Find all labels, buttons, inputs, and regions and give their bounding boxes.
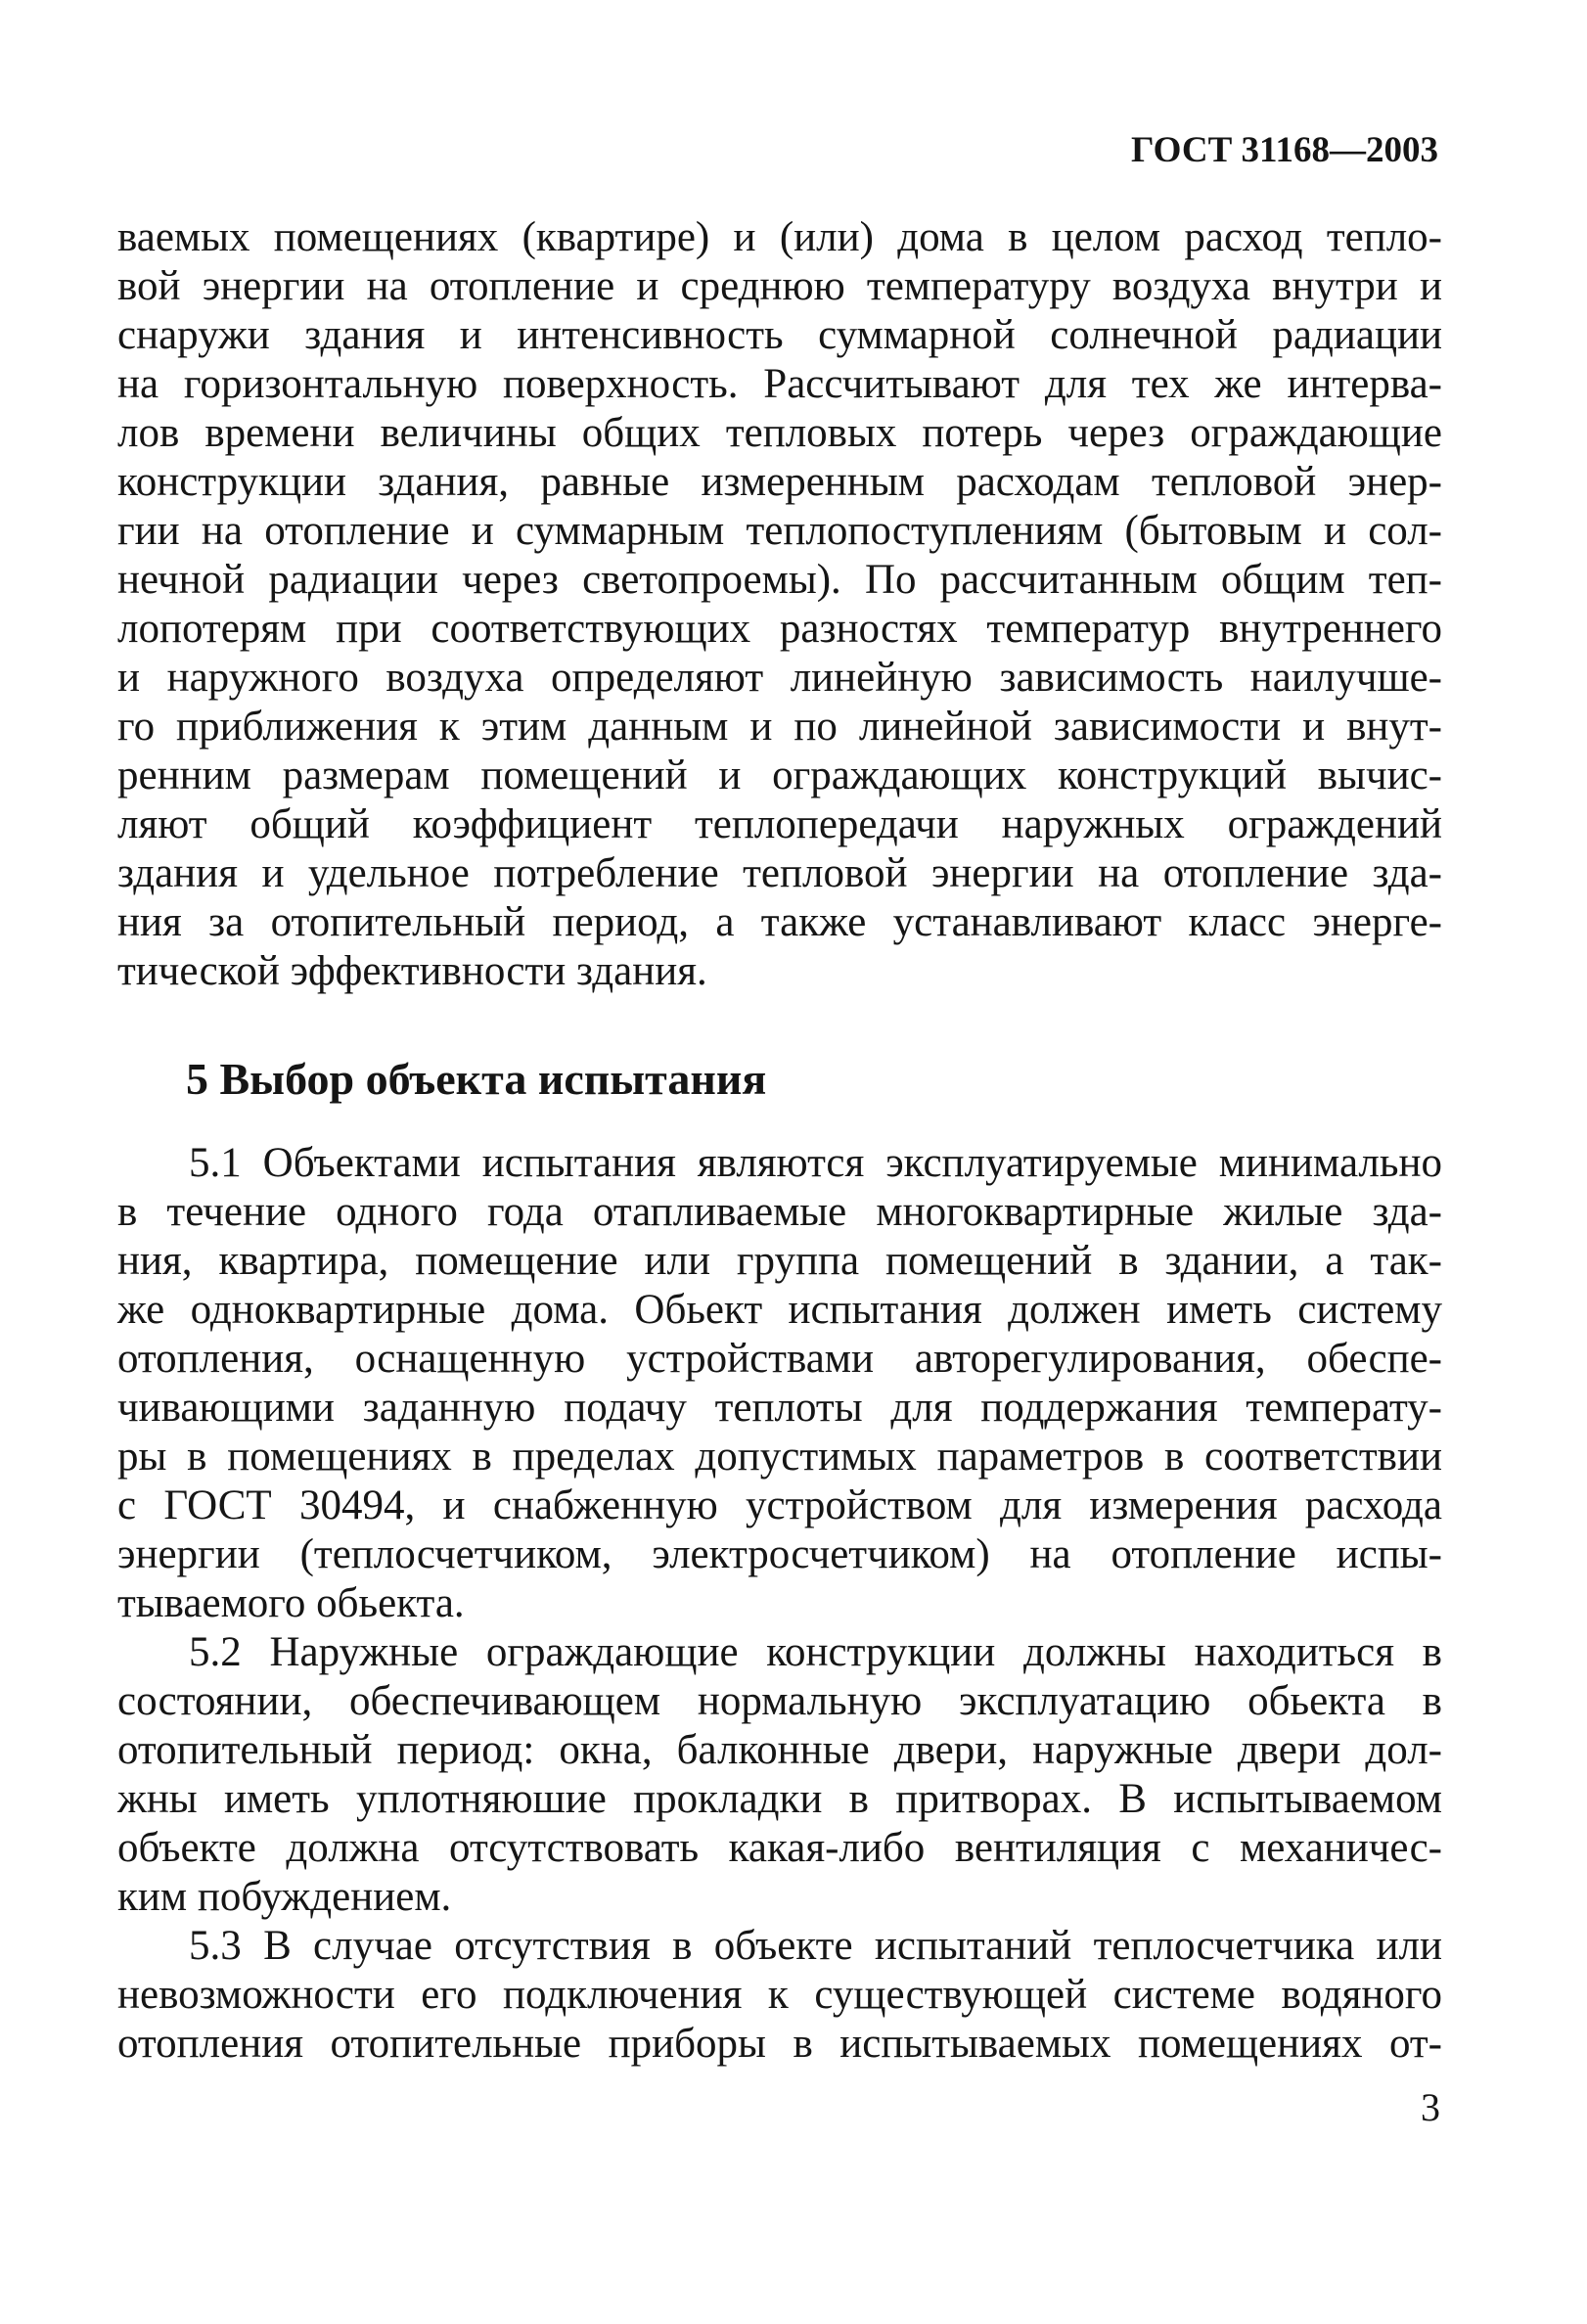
text-line: ким побуждением. [117,1874,452,1920]
text-line: на горизонтальную поверхность. Рассчитывают для тех же интерва- [117,361,1442,407]
text-line: здания и удельное потребление тепловой энергии на отопление зда- [117,850,1442,896]
text-line: и наружного воздуха определяют линейную зависимость наилучше- [117,655,1442,701]
text-line: ния за отопительный период, а также устанавливают класс энерге- [117,899,1442,945]
text-line: отопления отопительные приборы в испытываемых помещениях от- [117,2021,1442,2067]
text-line: нечной радиации через светопроемы). По рассчитанным общим теп- [117,557,1442,603]
text-line: ляют общий коэффициент теплопередачи наружных ограждений [117,801,1442,847]
text-line: конструкции здания, равные измеренным расходам тепловой энер- [117,459,1442,505]
section-heading: 5 Выбор объекта испытания [186,1054,767,1104]
text-line: 5.1 Объектами испытания являются эксплуатируемые минимально [189,1140,1442,1186]
text-line: снаружи здания и интенсивность суммарной солнечной радиации [117,312,1442,358]
paragraph-5-2 [117,1628,1442,1922]
text-line: в течение одного года отапливаемые многоквартирные жилые зда- [117,1189,1442,1235]
text-line: 5.2 Наружные ограждающие конструкции должны находиться в [189,1629,1442,1675]
paragraph-5-1 [117,1139,1442,1628]
text-line: лов времени величины общих тепловых потерь через ограждающие [117,410,1442,456]
text-line: ния, квартира, помещение или группа помещений в здании, а так- [117,1238,1442,1284]
text-line: чивающими заданную подачу теплоты для поддержания температу- [117,1385,1442,1431]
page-number: 3 [1421,2085,1440,2129]
intro-paragraph [117,213,1442,996]
text-line: тической эффективности здания. [117,948,707,994]
text-line: состоянии, обеспечивающем нормальную эксплуатацию обьекта в [117,1678,1442,1724]
text-line: 5.3 В случае отсутствия в объекте испытаний теплосчетчика или [189,1923,1442,1969]
paragraph-5-3 [117,1922,1442,2069]
text-line: вой энергии на отопление и среднюю температуру воздуха внутри и [117,263,1442,309]
text-line: лопотерям при соответствующих разностях температур внутреннего [117,606,1442,652]
text-line: го приближения к этим данным и по линейной зависимости и внут- [117,704,1442,750]
text-line: ры в помещениях в пределах допустимых параметров в соответствии [117,1434,1442,1480]
text-line: тываемого обьекта. [117,1580,465,1626]
text-line: отопления, оснащенную устройствами авторегулирования, обеспе- [117,1336,1442,1382]
text-line: невозможности его подключения к существующей системе водяного [117,1972,1442,2018]
text-line: отопительный период: окна, балконные двери, наружные двери дол- [117,1727,1442,1773]
text-line: ваемых помещениях (квартире) и (или) дома в целом расход тепло- [117,214,1442,260]
text-line: жны иметь уплотняюшие прокладки в притворах. В испытываемом [117,1776,1442,1822]
text-line: гии на отопление и суммарным теплопоступлениям (бытовым и сол- [117,508,1442,554]
text-line: объекте должна отсутствовать какая-либо вентиляция с механичес- [117,1825,1442,1871]
text-line: энергии (теплосчетчиком, электросчетчиком) на отопление испы- [117,1531,1442,1577]
text-line: с ГОСТ 30494, и снабженную устройством для измерения расхода [117,1482,1442,1528]
standard-header: ГОСТ 31168—2003 [1131,130,1438,170]
text-line: же одноквартирные дома. Обьект испытания должен иметь систему [117,1287,1442,1333]
text-line: ренним размерам помещений и ограждающих конструкций вычис- [117,752,1442,798]
